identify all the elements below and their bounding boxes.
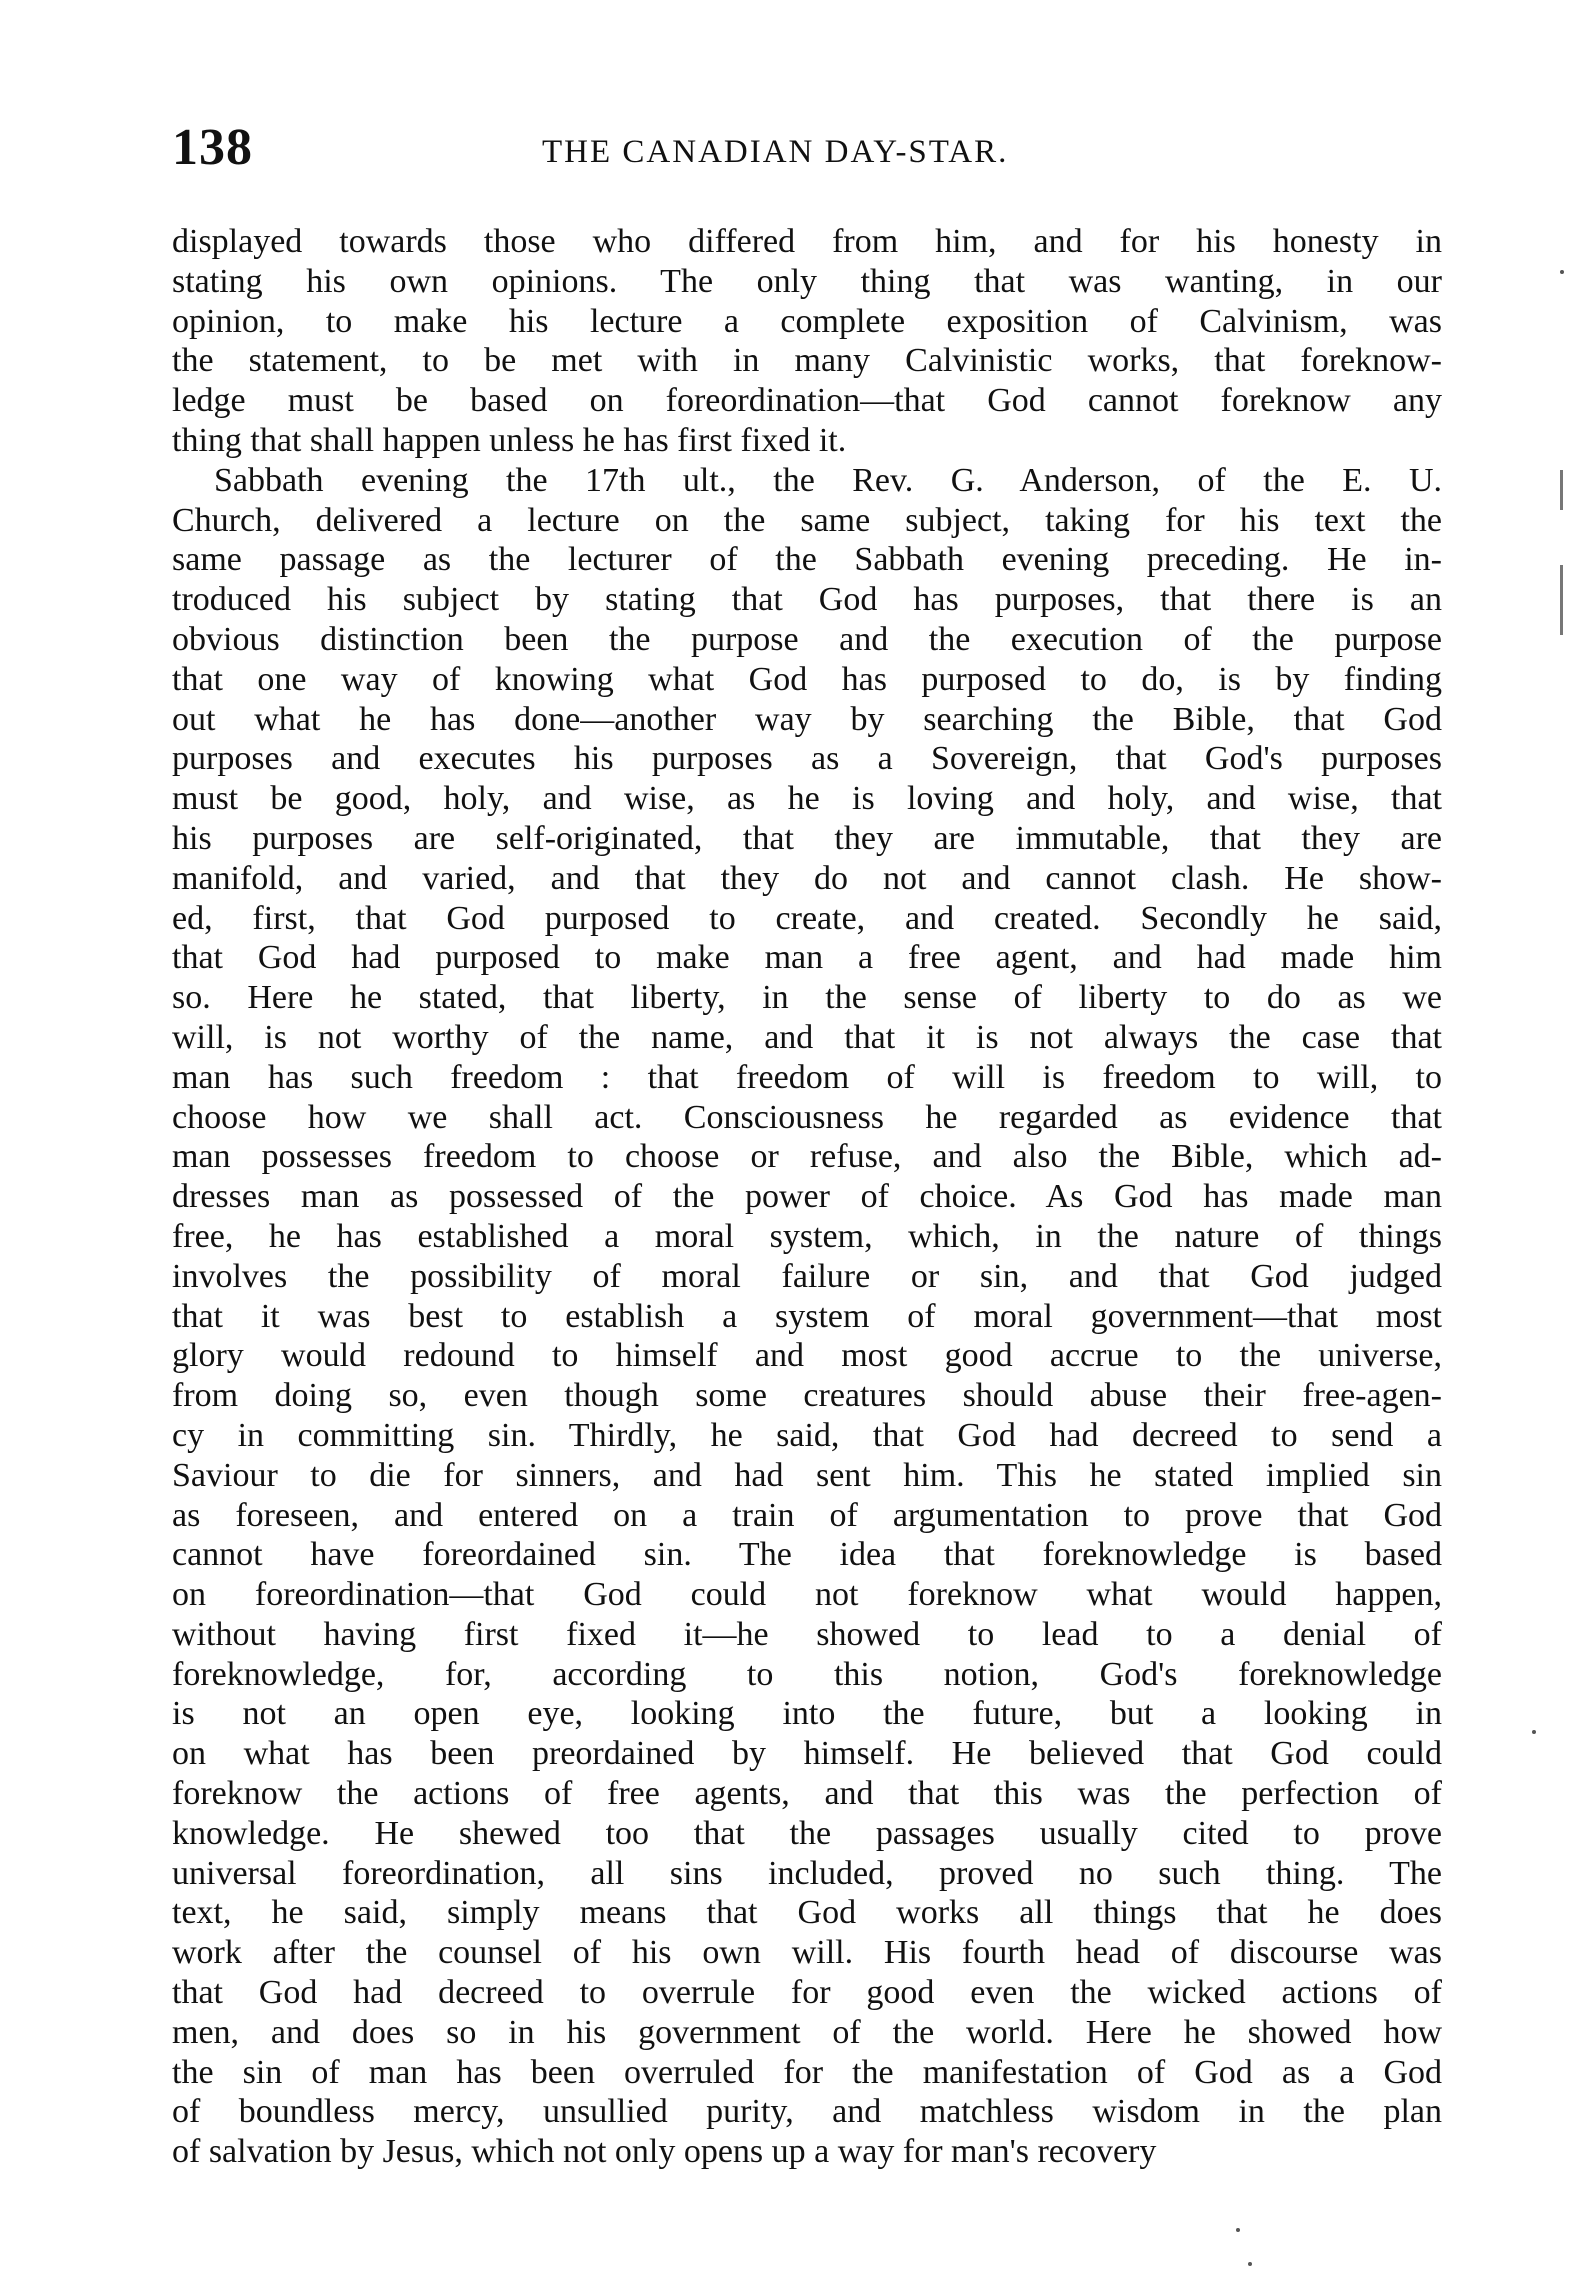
text-line: glory would redound to himself and most good accrue to the universe,	[172, 1337, 1442, 1375]
text-line: knowledge. He shewed too that the passages usually cited to prove	[172, 1814, 1442, 1852]
text-line: dresses man as possessed of the power of choice. As God has made man	[172, 1178, 1442, 1216]
footer-speck	[1236, 2228, 1240, 2232]
text-line: the sin of man has been overruled for the manifestation of God as a God	[172, 2053, 1442, 2091]
text-line: on what has been preordained by himself. He believed that God could	[172, 1735, 1442, 1773]
text-line: so. Here he stated, that liberty, in the sense of liberty to do as we	[172, 979, 1442, 1017]
text-line: of boundless mercy, unsullied purity, and matchless wisdom in the plan	[172, 2093, 1442, 2131]
text-line: involves the possibility of moral failure or sin, and that God judged	[172, 1257, 1442, 1295]
paragraph	[172, 461, 1442, 2172]
text-line: foreknowledge, for, according to this notion, God's foreknowledge	[172, 1655, 1442, 1693]
text-line: of salvation by Jesus, which not only opens up a way for man's recovery	[172, 2133, 1157, 2171]
text-line: will, is not worthy of the name, and that it is not always the case that	[172, 1018, 1442, 1056]
text-line: without having first fixed it—he showed to lead to a denial of	[172, 1615, 1442, 1653]
text-line: cannot have foreordained sin. The idea that foreknowledge is based	[172, 1536, 1442, 1574]
footer-speck	[1248, 2262, 1252, 2266]
margin-mark	[1560, 565, 1563, 635]
text-line: stating his own opinions. The only thing that was wanting, in our	[172, 262, 1442, 300]
article-body	[172, 222, 1442, 2172]
text-line: foreknow the actions of free agents, and that this was the perfection of	[172, 1775, 1442, 1813]
margin-speck	[1560, 270, 1564, 274]
text-line: choose how we shall act. Consciousness he regarded as evidence that	[172, 1098, 1442, 1136]
text-line: from doing so, even though some creatures should abuse their free-agen-	[172, 1377, 1442, 1415]
text-line: universal foreordination, all sins included, proved no such thing. The	[172, 1854, 1442, 1892]
text-line: man has such freedom : that freedom of will is freedom to will, to	[172, 1058, 1442, 1096]
text-line: same passage as the lecturer of the Sabbath evening preceding. He in-	[172, 541, 1442, 579]
text-line: his purposes are self-originated, that they are immutable, that they are	[172, 819, 1442, 857]
text-line: that God had purposed to make man a free agent, and had made him	[172, 939, 1442, 977]
text-line: ledge must be based on foreordination—that God cannot foreknow any	[172, 382, 1442, 420]
paragraph	[172, 222, 1442, 461]
text-line: Sabbath evening the 17th ult., the Rev. G. Anderson, of the E. U.	[214, 461, 1442, 499]
text-line: work after the counsel of his own will. His fourth head of discourse was	[172, 1934, 1442, 1972]
running-title: THE CANADIAN DAY-STAR.	[542, 134, 1009, 170]
text-line: free, he has established a moral system, which, in the nature of things	[172, 1217, 1442, 1255]
text-line: troduced his subject by stating that God has purposes, that there is an	[172, 581, 1442, 619]
text-line: cy in committing sin. Thirdly, he said, that God had decreed to send a	[172, 1416, 1442, 1454]
text-line: thing that shall happen unless he has first fixed it.	[172, 421, 847, 459]
text-line: manifold, and varied, and that they do not and cannot clash. He show-	[172, 859, 1442, 897]
text-line: as foreseen, and entered on a train of argumentation to prove that God	[172, 1496, 1442, 1534]
text-line: opinion, to make his lecture a complete exposition of Calvinism, was	[172, 302, 1442, 340]
text-line: is not an open eye, looking into the future, but a looking in	[172, 1695, 1442, 1733]
text-line: displayed towards those who differed from him, and for his honesty in	[172, 223, 1442, 260]
text-line: out what he has done—another way by searching the Bible, that God	[172, 700, 1442, 738]
text-line: purposes and executes his purposes as a Sovereign, that God's purposes	[172, 740, 1442, 778]
text-line: that one way of knowing what God has purposed to do, is by finding	[172, 660, 1442, 698]
text-line: ed, first, that God purposed to create, and created. Secondly he said,	[172, 899, 1442, 937]
text-line: man possesses freedom to choose or refuse, and also the Bible, which ad-	[172, 1138, 1442, 1176]
page-number: 138	[172, 119, 253, 176]
text-line: on foreordination—that God could not foreknow what would happen,	[172, 1576, 1442, 1614]
text-line: Saviour to die for sinners, and had sent him. This he stated implied sin	[172, 1456, 1442, 1494]
text-line: that it was best to establish a system of moral government—that most	[172, 1297, 1442, 1335]
margin-mark	[1560, 470, 1563, 510]
page-header	[172, 118, 1442, 178]
text-line: Church, delivered a lecture on the same subject, taking for his text the	[172, 501, 1442, 539]
text-line: obvious distinction been the purpose and the execution of the purpose	[172, 620, 1442, 658]
text-line: text, he said, simply means that God works all things that he does	[172, 1894, 1442, 1932]
margin-speck	[1532, 1730, 1536, 1734]
text-line: that God had decreed to overrule for good even the wicked actions of	[172, 1974, 1442, 2012]
text-line: must be good, holy, and wise, as he is loving and holy, and wise, that	[172, 780, 1442, 818]
text-line: the statement, to be met with in many Calvinistic works, that foreknow-	[172, 342, 1442, 380]
text-line: men, and does so in his government of the world. Here he showed how	[172, 2013, 1442, 2051]
